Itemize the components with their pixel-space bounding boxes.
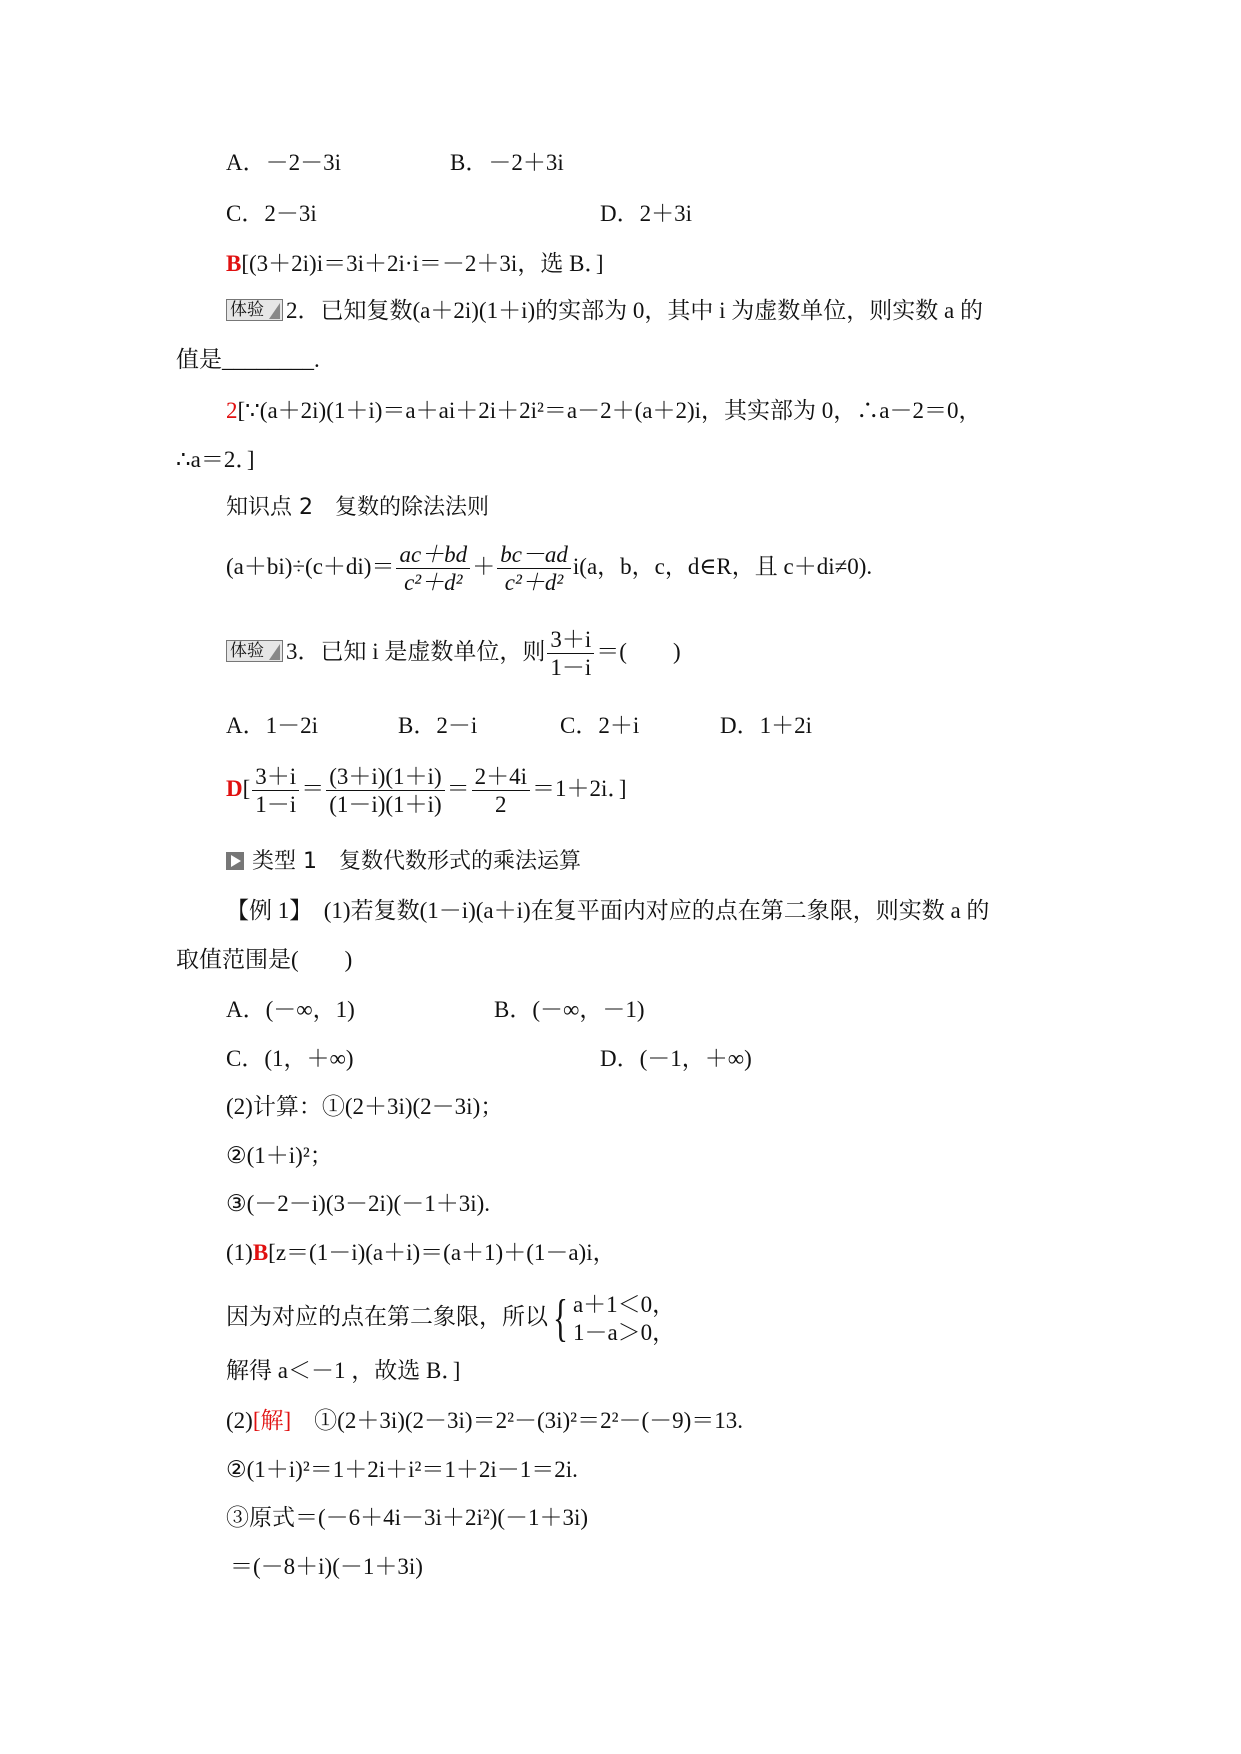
type1-title: 类型 1 复数代数形式的乘法运算: [252, 849, 581, 874]
fraction-denominator: c²＋d²: [504, 570, 564, 596]
fraction-denominator: 1－i: [255, 792, 297, 818]
division-rule: [226, 537, 872, 597]
solution-line6: ③原式＝(－6＋4i－3i＋2i²)(－1＋3i): [226, 1505, 589, 1530]
fraction-denominator: (1－i)(1＋i): [329, 792, 442, 818]
answer-explanation: [∵(a＋2i)(1＋i)＝a＋ai＋2i＋2i²＝a－2＋(a＋2)i，其实部为 0，∴a－2＝0，: [237, 398, 982, 423]
q3-option-c: C．2＋i: [560, 713, 640, 738]
plus-sign: ＋: [472, 554, 496, 579]
solution-text: 因为对应的点在第二象限，所以: [226, 1304, 548, 1329]
division-lhs: (a＋bi)÷(c＋di)＝: [226, 554, 395, 579]
solution-line5: ②(1＋i)²＝1＋2i＋i²＝1＋2i－1＝2i.: [226, 1457, 578, 1482]
fraction-denominator: 2: [495, 792, 507, 818]
answer-letter: 2: [226, 398, 238, 423]
solution-text: [z＝(1－i)(a＋i)＝(a＋1)＋(1－a)i，: [268, 1240, 616, 1265]
example1-option-c: C．(1，＋∞): [226, 1046, 354, 1071]
example1-option-b: B．(－∞，－1): [494, 997, 645, 1022]
solution-line7: ＝(－8＋i)(－1＋3i): [230, 1554, 423, 1579]
q3-option-a: A．1－2i: [226, 713, 318, 738]
q2-line1: [226, 297, 983, 325]
solution-part-label: (2): [226, 1408, 253, 1433]
imag-part-fraction: [497, 541, 571, 596]
division-tail: i(a，b，c，d∈R，且 c＋di≠0).: [572, 554, 873, 579]
answer-letter: D: [226, 776, 243, 801]
real-part-fraction: [396, 541, 470, 596]
q2-answer-line2: ∴a＝2．]: [176, 447, 255, 472]
q1-option-a: A．－2－3i: [226, 150, 341, 175]
solution-line4: [226, 1407, 743, 1435]
example1-part2: (2)计算：①(2＋3i)(2－3i)；: [226, 1094, 504, 1119]
q3-suffix: ＝( ): [596, 639, 681, 664]
inequality-1: a＋1＜0，: [572, 1291, 676, 1317]
solution-part-label: (1): [226, 1240, 253, 1265]
example1-option-a: A．(－∞，1): [226, 997, 355, 1022]
q2-stem: 2．已知复数(a＋2i)(1＋i)的实部为 0，其中 i 为虚数单位，则实数 a 的: [286, 298, 983, 323]
example1-line1: [226, 897, 989, 925]
answer-bracket-open: [: [242, 776, 251, 801]
answer-fraction-2: [326, 763, 444, 818]
answer-fraction-3: [472, 763, 530, 818]
q1-answer: [226, 250, 604, 278]
fraction-numerator: (3＋i)(1＋i): [326, 763, 444, 791]
answer-fraction-1: [252, 763, 299, 818]
example1-option-d: D．(－1，＋∞): [600, 1046, 752, 1071]
q3-answer: [226, 759, 627, 819]
q3-prefix: 3．已知 i 是虚数单位，则: [286, 639, 546, 664]
inequality-system: [573, 1291, 675, 1347]
type1-heading: [226, 848, 581, 876]
example1-line2: 取值范围是( ): [176, 947, 353, 972]
q3-fraction: [547, 626, 594, 681]
q2-answer-line1: [226, 397, 982, 425]
equals-sign: ＝: [301, 776, 325, 801]
left-brace: {: [552, 1289, 568, 1347]
knowledge-heading: 知识点 2 复数的除法法则: [226, 495, 489, 520]
q3-stem: [226, 622, 681, 682]
equals-sign: ＝: [446, 776, 470, 801]
solution-tag: [解]: [252, 1408, 292, 1433]
example-stem: (1)若复数(1－i)(a＋i)在复平面内对应的点在第二象限，则实数 a 的: [323, 898, 990, 923]
fraction-numerator: 3＋i: [547, 626, 594, 654]
answer-letter: B: [252, 1240, 269, 1265]
fraction-denominator: c²＋d²: [404, 570, 463, 596]
fraction-denominator: 1－i: [550, 655, 592, 681]
q3-option-b: B．2－i: [398, 713, 478, 738]
q2-line2: 值是________.: [176, 347, 320, 372]
fraction-numerator: 3＋i: [252, 763, 299, 791]
example-label: 【例 1】: [226, 898, 301, 923]
q3-option-d: D．1＋2i: [720, 713, 812, 738]
fraction-numerator: bc－ad: [497, 541, 571, 569]
fraction-numerator: ac＋bd: [396, 541, 470, 569]
answer-result: ＝1＋2i．]: [532, 776, 627, 801]
q1-option-d: D．2＋3i: [600, 201, 692, 226]
solution-line3: 解得 a＜－1 ，故选 B．]: [226, 1358, 461, 1383]
example1-part2b: ②(1＋i)²；: [226, 1143, 333, 1168]
fraction-numerator: 2＋4i: [472, 763, 530, 791]
example1-part2c: ③(－2－i)(3－2i)(－1＋3i).: [226, 1191, 490, 1216]
tiyan-tag: 体验: [226, 299, 283, 321]
answer-letter: B: [226, 251, 242, 276]
tiyan-tag: 体验: [226, 640, 283, 662]
solution-line1: [226, 1239, 616, 1267]
q1-option-c: C．2－3i: [226, 201, 317, 226]
play-arrow-icon: [226, 852, 244, 870]
solution-line2: [226, 1287, 675, 1347]
solution-text: ①(2＋3i)(2－3i)＝2²－(3i)²＝2²－(－9)＝13.: [314, 1408, 744, 1433]
answer-explanation: [(3＋2i)i＝3i＋2i·i＝－2＋3i，选 B．]: [241, 251, 604, 276]
inequality-2: 1－a＞0，: [572, 1319, 676, 1345]
q1-option-b: B．－2＋3i: [450, 150, 564, 175]
